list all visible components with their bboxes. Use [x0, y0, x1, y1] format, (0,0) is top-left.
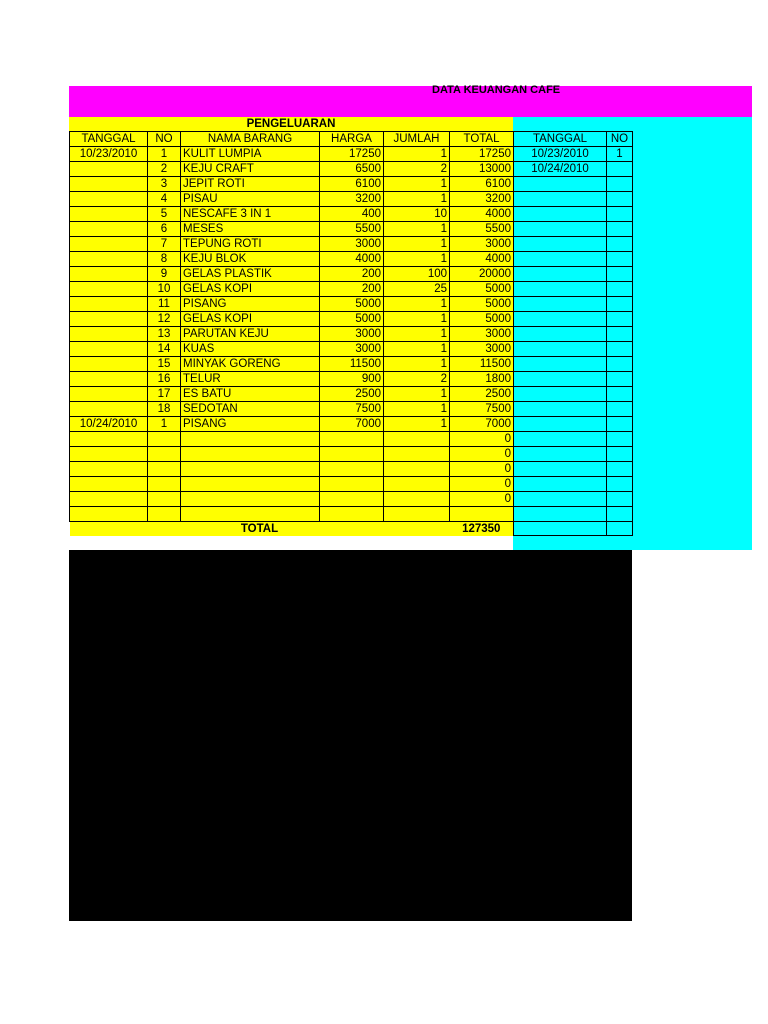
cell-tanggal[interactable] — [70, 282, 148, 297]
cell-tanggal-income[interactable] — [514, 402, 607, 417]
cell-tanggal[interactable] — [70, 297, 148, 312]
cell-jumlah[interactable]: 1 — [384, 222, 450, 237]
cell-jumlah[interactable]: 1 — [384, 147, 450, 162]
cell-total[interactable]: 5000 — [450, 282, 514, 297]
cell-tanggal-income[interactable] — [514, 417, 607, 432]
cell-tanggal[interactable] — [70, 267, 148, 282]
cell-jumlah[interactable]: 1 — [384, 342, 450, 357]
cell-harga[interactable]: 11500 — [320, 357, 384, 372]
cell-total[interactable]: 7500 — [450, 402, 514, 417]
cell-jumlah[interactable]: 1 — [384, 312, 450, 327]
cell-total[interactable]: 0 — [450, 432, 514, 447]
cell-nama-barang[interactable] — [181, 432, 320, 447]
cell-nama-barang[interactable]: ES BATU — [181, 387, 320, 402]
cell-tanggal[interactable] — [70, 222, 148, 237]
cell-total[interactable]: 3000 — [450, 327, 514, 342]
cell-total[interactable]: 0 — [450, 447, 514, 462]
cell-nama-barang[interactable]: GELAS KOPI — [181, 312, 320, 327]
cell-harga[interactable]: 4000 — [320, 252, 384, 267]
cell-no[interactable]: 9 — [148, 267, 181, 282]
cell-tanggal[interactable] — [70, 462, 148, 477]
sheet-title: DATA KEUANGAN CAFE — [432, 84, 561, 96]
cell-nama-barang[interactable]: SEDOTAN — [181, 402, 320, 417]
cell-jumlah[interactable] — [384, 492, 450, 507]
title-bar — [69, 86, 752, 117]
cell-no-income[interactable] — [607, 462, 633, 477]
cell-tanggal[interactable] — [70, 327, 148, 342]
cell-tanggal[interactable] — [70, 237, 148, 252]
cell-harga[interactable]: 200 — [320, 267, 384, 282]
cell-tanggal-income[interactable] — [514, 342, 607, 357]
cell-jumlah[interactable]: 1 — [384, 177, 450, 192]
cell-tanggal-income[interactable] — [514, 507, 607, 522]
cell-no-income[interactable] — [607, 192, 633, 207]
cell-harga[interactable]: 400 — [320, 207, 384, 222]
header-no[interactable]: NO — [148, 132, 181, 147]
table-row — [70, 192, 633, 207]
table-row — [70, 252, 633, 267]
cell-tanggal-income[interactable] — [514, 297, 607, 312]
cell-harga[interactable] — [320, 432, 384, 447]
table-row — [70, 297, 633, 312]
cell-total[interactable]: 4000 — [450, 207, 514, 222]
cell-tanggal[interactable] — [70, 402, 148, 417]
cell-harga[interactable]: 5000 — [320, 297, 384, 312]
cell-tanggal-income[interactable] — [514, 222, 607, 237]
cell-total[interactable]: 0 — [450, 492, 514, 507]
cell-harga[interactable]: 3000 — [320, 237, 384, 252]
cell-harga[interactable]: 7500 — [320, 402, 384, 417]
cell-tanggal-income[interactable] — [514, 267, 607, 282]
cell-jumlah[interactable]: 10 — [384, 207, 450, 222]
cell-total[interactable]: 5500 — [450, 222, 514, 237]
cell-no[interactable] — [148, 447, 181, 462]
cell-jumlah[interactable]: 2 — [384, 372, 450, 387]
cell-tanggal-income[interactable]: 10/24/2010 — [514, 162, 607, 177]
cell-jumlah[interactable]: 1 — [384, 297, 450, 312]
cell-nama-barang[interactable]: JEPIT ROTI — [181, 177, 320, 192]
cell-no-income[interactable] — [607, 297, 633, 312]
cell-tanggal-income[interactable] — [514, 432, 607, 447]
cell-no[interactable]: 12 — [148, 312, 181, 327]
cell-tanggal-income[interactable] — [514, 177, 607, 192]
cell-no[interactable] — [148, 477, 181, 492]
cell-total[interactable]: 11500 — [450, 357, 514, 372]
table-row — [70, 282, 633, 297]
cell-nama-barang[interactable]: KULIT LUMPIA — [181, 147, 320, 162]
cell-no[interactable]: 4 — [148, 192, 181, 207]
cell-no[interactable]: 11 — [148, 297, 181, 312]
cell-no-income[interactable] — [607, 237, 633, 252]
cell-jumlah[interactable]: 1 — [384, 417, 450, 432]
table-row — [70, 177, 633, 192]
cell-harga[interactable]: 900 — [320, 372, 384, 387]
cell-total[interactable]: 5000 — [450, 312, 514, 327]
table-row — [70, 447, 633, 462]
cell-nama-barang[interactable]: KEJU BLOK — [181, 252, 320, 267]
table-row — [70, 312, 633, 327]
cell-no-income[interactable] — [607, 477, 633, 492]
cell-no[interactable]: 3 — [148, 177, 181, 192]
cell-harga[interactable]: 17250 — [320, 147, 384, 162]
cell-tanggal-income[interactable] — [514, 252, 607, 267]
cell-no-income[interactable] — [607, 342, 633, 357]
cell-harga[interactable] — [320, 462, 384, 477]
cell-no[interactable]: 5 — [148, 207, 181, 222]
cell-nama-barang[interactable] — [181, 507, 320, 522]
cell-harga[interactable]: 5500 — [320, 222, 384, 237]
cell-tanggal[interactable] — [70, 507, 148, 522]
cell-tanggal[interactable]: 10/23/2010 — [70, 147, 148, 162]
cell-jumlah[interactable] — [384, 447, 450, 462]
cell-nama-barang[interactable]: GELAS PLASTIK — [181, 267, 320, 282]
cell-harga[interactable]: 200 — [320, 282, 384, 297]
cell-total[interactable]: 0 — [450, 462, 514, 477]
cell-tanggal[interactable] — [70, 252, 148, 267]
cell-no-income[interactable] — [607, 357, 633, 372]
cell-tanggal-income[interactable] — [514, 192, 607, 207]
cell-tanggal-income[interactable] — [514, 327, 607, 342]
cell-tanggal-income[interactable] — [514, 207, 607, 222]
cell-jumlah[interactable]: 1 — [384, 237, 450, 252]
cell-nama-barang[interactable]: KUAS — [181, 342, 320, 357]
header-jumlah[interactable]: JUMLAH — [384, 132, 450, 147]
cell-jumlah[interactable] — [384, 507, 450, 522]
cell-tanggal[interactable] — [70, 207, 148, 222]
cell-tanggal-income[interactable] — [514, 357, 607, 372]
cell-nama-barang[interactable] — [181, 462, 320, 477]
cell-tanggal[interactable] — [70, 432, 148, 447]
cell-total[interactable]: 13000 — [450, 162, 514, 177]
total-value[interactable]: 127350 — [450, 521, 514, 536]
table-row — [70, 147, 633, 162]
cell-no[interactable] — [148, 462, 181, 477]
cell-total[interactable]: 4000 — [450, 252, 514, 267]
cell-no[interactable]: 15 — [148, 357, 181, 372]
total-label[interactable]: TOTAL — [70, 521, 450, 536]
cell-no-income[interactable] — [607, 402, 633, 417]
cell-nama-barang[interactable] — [181, 477, 320, 492]
cell-nama-barang[interactable]: MINYAK GORENG — [181, 357, 320, 372]
cell-tanggal[interactable] — [70, 162, 148, 177]
table-row — [70, 207, 633, 222]
cell-nama-barang[interactable]: PARUTAN KEJU — [181, 327, 320, 342]
cell-no[interactable]: 1 — [148, 147, 181, 162]
cell-jumlah[interactable]: 1 — [384, 252, 450, 267]
table-row — [70, 477, 633, 492]
table-row — [70, 432, 633, 447]
table-row — [70, 267, 633, 282]
cell-tanggal[interactable] — [70, 387, 148, 402]
total-row — [70, 521, 633, 536]
cell-tanggal-income[interactable] — [514, 447, 607, 462]
cell-no[interactable]: 10 — [148, 282, 181, 297]
cell-total[interactable]: 6100 — [450, 177, 514, 192]
cell-no-income[interactable] — [607, 222, 633, 237]
cell-jumlah[interactable]: 100 — [384, 267, 450, 282]
cell-no-income[interactable] — [607, 312, 633, 327]
cell-no[interactable]: 6 — [148, 222, 181, 237]
cell-total[interactable]: 5000 — [450, 297, 514, 312]
cell-tanggal[interactable] — [70, 357, 148, 372]
cell-jumlah[interactable]: 1 — [384, 327, 450, 342]
header-harga[interactable]: HARGA — [320, 132, 384, 147]
cell-no-income[interactable] — [607, 447, 633, 462]
cell-tanggal[interactable] — [70, 177, 148, 192]
cell-no-income[interactable] — [607, 417, 633, 432]
cell-total[interactable] — [450, 507, 514, 522]
cell-no-income[interactable] — [607, 162, 633, 177]
table-row — [70, 417, 633, 432]
cell-harga[interactable]: 3200 — [320, 192, 384, 207]
cell-tanggal-income[interactable] — [514, 462, 607, 477]
cell-jumlah[interactable] — [384, 462, 450, 477]
cell-nama-barang[interactable] — [181, 447, 320, 462]
cell-nama-barang[interactable]: PISAU — [181, 192, 320, 207]
cell-jumlah[interactable]: 1 — [384, 402, 450, 417]
total-income-cell[interactable] — [514, 521, 607, 536]
cell-tanggal-income[interactable] — [514, 282, 607, 297]
cell-nama-barang[interactable]: TEPUNG ROTI — [181, 237, 320, 252]
cell-harga[interactable]: 6100 — [320, 177, 384, 192]
cell-no[interactable]: 17 — [148, 387, 181, 402]
table-row — [70, 492, 633, 507]
cell-tanggal-income[interactable] — [514, 312, 607, 327]
cell-no-income[interactable] — [607, 432, 633, 447]
table-row — [70, 462, 633, 477]
cell-tanggal[interactable] — [70, 342, 148, 357]
cell-no[interactable]: 1 — [148, 417, 181, 432]
total-income-no-cell[interactable] — [607, 521, 633, 536]
cell-tanggal-income[interactable] — [514, 492, 607, 507]
cell-no[interactable] — [148, 432, 181, 447]
table-row — [70, 402, 633, 417]
cell-harga[interactable] — [320, 447, 384, 462]
cell-harga[interactable]: 7000 — [320, 417, 384, 432]
cell-jumlah[interactable]: 1 — [384, 357, 450, 372]
cell-total[interactable]: 2500 — [450, 387, 514, 402]
cell-total[interactable]: 7000 — [450, 417, 514, 432]
cell-no[interactable]: 7 — [148, 237, 181, 252]
table-row — [70, 342, 633, 357]
cell-tanggal[interactable] — [70, 447, 148, 462]
table-row — [70, 372, 633, 387]
cell-no-income[interactable] — [607, 252, 633, 267]
cell-no[interactable]: 8 — [148, 252, 181, 267]
table-row — [70, 357, 633, 372]
cell-harga[interactable] — [320, 477, 384, 492]
cell-jumlah[interactable]: 1 — [384, 192, 450, 207]
cell-no[interactable]: 16 — [148, 372, 181, 387]
redacted-area — [69, 550, 632, 921]
cell-harga[interactable]: 5000 — [320, 312, 384, 327]
header-no-income[interactable]: NO — [607, 132, 633, 147]
cell-total[interactable]: 3200 — [450, 192, 514, 207]
cell-nama-barang[interactable] — [181, 492, 320, 507]
cell-no-income[interactable] — [607, 207, 633, 222]
cell-tanggal-income[interactable]: 10/23/2010 — [514, 147, 607, 162]
cell-no[interactable]: 2 — [148, 162, 181, 177]
cell-tanggal-income[interactable] — [514, 372, 607, 387]
cell-tanggal[interactable] — [70, 372, 148, 387]
cell-total[interactable]: 3000 — [450, 342, 514, 357]
cell-no[interactable]: 13 — [148, 327, 181, 342]
cell-nama-barang[interactable]: GELAS KOPI — [181, 282, 320, 297]
cell-no[interactable]: 14 — [148, 342, 181, 357]
cell-no-income[interactable] — [607, 387, 633, 402]
cell-no-income[interactable] — [607, 492, 633, 507]
cell-no-income[interactable] — [607, 177, 633, 192]
table-row — [70, 507, 633, 522]
cell-tanggal-income[interactable] — [514, 387, 607, 402]
expense-table — [69, 131, 633, 536]
cell-no-income[interactable] — [607, 327, 633, 342]
cell-tanggal[interactable]: 10/24/2010 — [70, 417, 148, 432]
header-tanggal[interactable]: TANGGAL — [70, 132, 148, 147]
cell-total[interactable]: 1800 — [450, 372, 514, 387]
section-label: PENGELUARAN — [69, 117, 513, 131]
cell-no[interactable] — [148, 507, 181, 522]
header-tanggal-income[interactable]: TANGGAL — [514, 132, 607, 147]
cell-nama-barang[interactable]: KEJU CRAFT — [181, 162, 320, 177]
cell-jumlah[interactable] — [384, 432, 450, 447]
header-row — [70, 132, 633, 147]
table-row — [70, 162, 633, 177]
header-nama-barang[interactable]: NAMA BARANG — [181, 132, 320, 147]
cell-jumlah[interactable] — [384, 477, 450, 492]
cell-harga[interactable]: 3000 — [320, 327, 384, 342]
cell-no[interactable]: 18 — [148, 402, 181, 417]
table-row — [70, 327, 633, 342]
cell-nama-barang[interactable]: PISANG — [181, 417, 320, 432]
cell-no-income[interactable]: 1 — [607, 147, 633, 162]
header-total[interactable]: TOTAL — [450, 132, 514, 147]
cell-total[interactable]: 3000 — [450, 237, 514, 252]
cell-nama-barang[interactable]: NESCAFE 3 IN 1 — [181, 207, 320, 222]
table-row — [70, 387, 633, 402]
cell-no-income[interactable] — [607, 267, 633, 282]
table-row — [70, 222, 633, 237]
cell-jumlah[interactable]: 1 — [384, 387, 450, 402]
cell-tanggal[interactable] — [70, 477, 148, 492]
cell-total[interactable]: 20000 — [450, 267, 514, 282]
cell-jumlah[interactable]: 25 — [384, 282, 450, 297]
cell-tanggal-income[interactable] — [514, 237, 607, 252]
cell-tanggal[interactable] — [70, 312, 148, 327]
cell-total[interactable]: 17250 — [450, 147, 514, 162]
cell-harga[interactable]: 6500 — [320, 162, 384, 177]
cell-tanggal[interactable] — [70, 192, 148, 207]
cell-harga[interactable]: 2500 — [320, 387, 384, 402]
cell-nama-barang[interactable]: PISANG — [181, 297, 320, 312]
cell-nama-barang[interactable]: MESES — [181, 222, 320, 237]
cell-harga[interactable] — [320, 492, 384, 507]
cell-total[interactable]: 0 — [450, 477, 514, 492]
cell-no[interactable] — [148, 492, 181, 507]
table-row — [70, 237, 633, 252]
cell-tanggal-income[interactable] — [514, 477, 607, 492]
cell-no-income[interactable] — [607, 372, 633, 387]
cell-no-income[interactable] — [607, 282, 633, 297]
cell-harga[interactable]: 3000 — [320, 342, 384, 357]
cell-jumlah[interactable]: 2 — [384, 162, 450, 177]
cell-no-income[interactable] — [607, 507, 633, 522]
cell-harga[interactable] — [320, 507, 384, 522]
cell-nama-barang[interactable]: TELUR — [181, 372, 320, 387]
cell-tanggal[interactable] — [70, 492, 148, 507]
